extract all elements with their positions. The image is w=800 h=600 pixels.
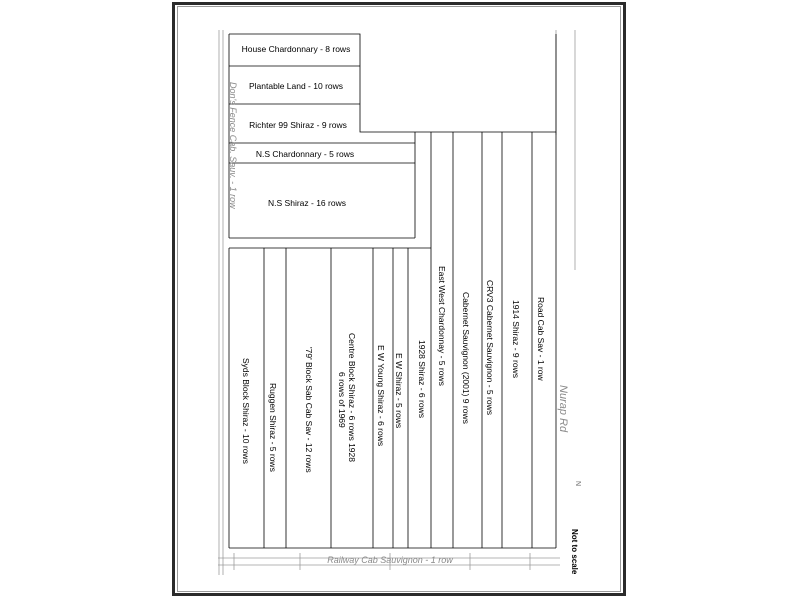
block79-cab-label: '79' Block Sab Cab Sav - 12 rows <box>304 347 314 473</box>
road-cab-sav-label: Road Cab Sav - 1 row <box>536 297 546 381</box>
crv3-cabernet-label: CRV3 Cabernet Sauvignon - 5 rows <box>485 280 495 415</box>
plantable-land-label: Plantable Land - 10 rows <box>248 81 344 91</box>
ruggen-shiraz-label: Ruggen Shiraz - 5 rows <box>268 383 278 472</box>
house-chardonnay-label: House Chardonnary - 8 rows <box>241 44 351 54</box>
east-west-chardonnay-label: East West Chardonnay - 5 rows <box>437 266 447 386</box>
centre-block-label-1: Centre Block Shiraz - 6 rows 1928 <box>347 333 357 462</box>
scale-note: Not to scale <box>570 529 579 575</box>
ew-shiraz-label: E W Shiraz - 5 rows <box>394 353 404 429</box>
ew-young-shiraz-label: E W Young Shiraz - 6 rows <box>376 345 386 447</box>
nurap-rd-label: Nurap Rd <box>557 385 569 433</box>
richter-shiraz-label: Richter 99 Shiraz - 9 rows <box>249 120 347 130</box>
1928-shiraz-label: 1928 Shiraz - 6 rows <box>417 340 427 418</box>
dons-fence-label: Don's Fence Cab. Sauv. - 1 row <box>228 82 238 209</box>
railway-label: Railway Cab Sauvignon - 1 row <box>327 555 453 565</box>
lower-block-outlines <box>229 132 556 548</box>
ns-chardonnay-label: N.S Chardonnary - 5 rows <box>255 149 355 159</box>
north-marker: N <box>574 481 581 487</box>
cabernet-2001-label: Cabernet Sauvignon (2001) 9 rows <box>461 292 471 424</box>
1914-shiraz-label: 1914 Shiraz - 9 rows <box>511 300 521 378</box>
ns-shiraz-label: N.S Shiraz - 16 rows <box>268 198 346 208</box>
syds-shiraz-label: Syds Block Shiraz - 10 rows <box>241 358 251 464</box>
centre-block-label-2: 6 rows of 1969 <box>337 372 347 428</box>
